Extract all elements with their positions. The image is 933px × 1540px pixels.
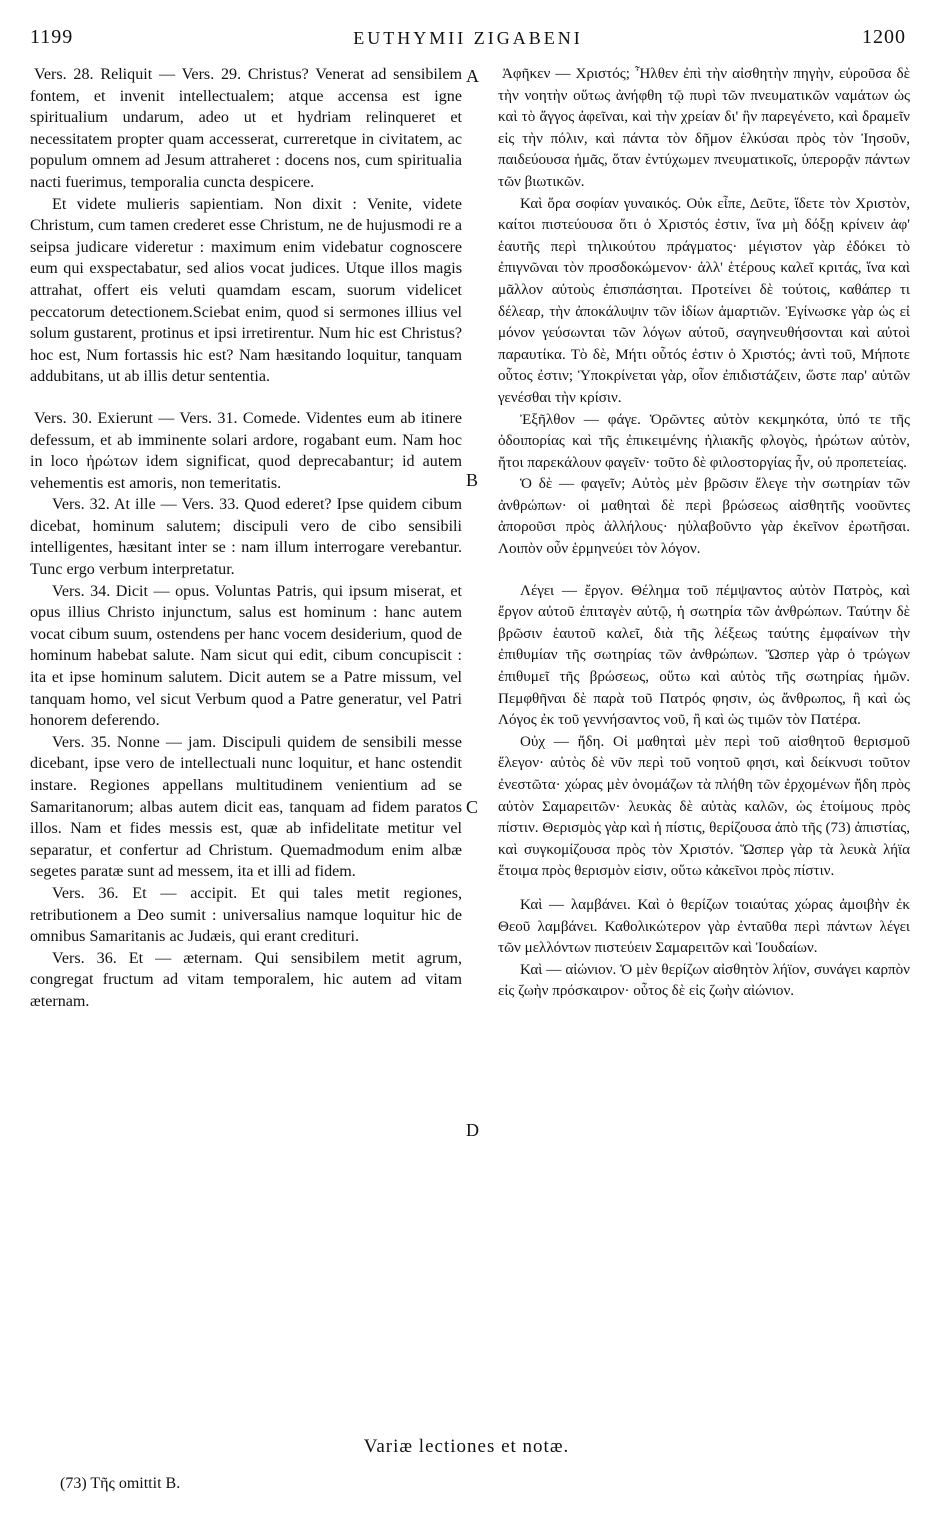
page-number-right: 1200 [862, 26, 906, 48]
page-number-left: 1199 [30, 26, 74, 48]
latin-column [30, 64, 462, 1013]
latin-paragraph: Vers. 34. Dicit — opus. Voluntas Patris, qui ipsum miserat, et opus illius Christo injunctum, salus est hominum : hanc autem vocat cibum suum, ostendens per hanc vocem desiderium, quod de hominum habebat salute. Nam sicut qui edit, cibum concupiscit : ita et ipse hominum salutem. Dicit autem se a Patre missum, vel tanquam homo, vel sicut Verbum quod a Patre generatur, vel Patri honorem deferendo. [30, 582, 462, 730]
greek-paragraph: Λέγει — ἔργον. Θέλημα τοῦ πέμψαντος αὐτὸν Πατρὸς, καὶ ἔργον αὐτοῦ ἐπιταγὲν αὐτῷ, ἡ σωτηρία τῶν ἀνθρώπων. Ταύτην δὲ βρῶσιν ἑαυτοῦ καλεῖ, διὰ τῆς λέξεως ταύτης ἐμφαίνων τὴν ἐπιθυμίαν τῆς σωτηρίας τῶν ἀνθρώπων. Ὥσπερ γὰρ ὁ τρώγων ἐπιθυμεῖ τῆς βρώσεως, οὕτω καὶ αὐτὸς τῆς σωτηρίας ἡμῶν. Πεμφθῆναι δὲ παρὰ τοῦ Πατρός φησιν, ὡς ἄνθρωπος, ἢ καὶ ὡς Λόγος ἐκ τοῦ γεννήσαντος νοῦ, ἢ καὶ ὡς τιμῶν τὸν Πατέρα. [498, 582, 910, 729]
running-title: EUTHYMII ZIGABENI [353, 28, 583, 48]
latin-paragraph: Vers. 28. Reliquit — Vers. 29. Christus? Venerat ad sensibilem fontem, et invenit intellectualem; atque accensa est igne spiritualium undarum, adeo ut et hydriam relinqueret et necessitatem propter quam accesserat, curreretque in civitatem, ac populum omnem ad Jesum attraheret : docens nos, cum spiritualia nacti fuerimus, temporalia cuncta despicere. [30, 66, 462, 191]
footnote: (73) Τῆς omittit B. [60, 1475, 181, 1492]
margin-marker-b: B [466, 470, 479, 490]
latin-paragraph: Vers. 36. Et — accipit. Et qui tales metit regiones, retributionem a Deo sumit : universalius namque loquitur hic de omnibus Samaritanis ac Judæis, qui erant credituri. [30, 884, 462, 946]
latin-paragraph: Et videte mulieris sapientiam. Non dixit : Venite, videte Christum, cum tamen crederet esse Christum, ne de hujusmodi re a seipsa judicare videretur : maximum enim videbatur cognoscere eum qui exspectabatur, sed alios vocat judices. Utque illos magis attrahat, offert eis veluti quamdam escam, suorum videlicet peccatorum detectionem.Sciebat enim, quod si sermones illius vel solum gustarent, protinus et ipsi irretirentur. Num hic est Christus? hoc est, Num fortassis hic est? Nam hæsitando loquitur, tanquam addubitans, ut ab illis detur sententia. [30, 195, 462, 386]
notes-heading: Variæ lectiones et notæ. [363, 1436, 570, 1457]
greek-paragraph: Ἀφῆκεν — Χριστός; Ἦλθεν ἐπὶ τὴν αἰσθητὴν πηγὴν, εὑροῦσα δὲ τὴν νοητὴν οὕτως ἀνήφθη τῷ πυρὶ τῶν πνευματικῶν ναμάτων ὡς καὶ τὸ ἄγγος ἀφεῖναι, καὶ τὴν χρείαν δι' ἣν παρεγένετο, καὶ δραμεῖν εἰς τὴν πόλιν, καὶ πάντα τὸν δῆμον ἑλκύσαι πρὸς τὸν Ἰησοῦν, παιδεύουσα ἡμᾶς, ὅταν ἐντύχωμεν πνευματικοῖς, ὑπερορᾷν πάντων τῶν βιωτικῶν. [498, 66, 910, 190]
running-header [30, 26, 906, 56]
greek-paragraph: Καὶ — αἰώνιον. Ὁ μὲν θερίζων αἰσθητὸν λήϊον, συνάγει καρπὸν εἰς ζωὴν πρόσκαιρον· οὗτος δὲ εἰς ζωὴν αἰώνιον. [498, 961, 910, 1000]
greek-paragraph: Ὁ δὲ — φαγεῖν; Αὐτὸς μὲν βρῶσιν ἔλεγε τὴν σωτηρίαν τῶν ἀνθρώπων· οἱ μαθηταὶ δὲ περὶ βρώσεως αἰσθητῆς νοοῦντες ἀποροῦσι πρὸς ἀλλήλους· ηὐλαβοῦντο γὰρ ἐκεῖνον ἐρωτῆσαι. Λοιπὸν οὖν ἑρμηνεύει τὸν λόγον. [498, 476, 910, 558]
greek-paragraph: Οὐχ — ἤδη. Οἱ μαθηταὶ μὲν περὶ τοῦ αἰσθητοῦ θερισμοῦ ἔλεγον· αὐτὸς δὲ νῦν περὶ τοῦ νοητοῦ φησι, καὶ δείκνυσι τοῦτον ἐνεστῶτα· χώρας μὲν ὀνομάζων τὰ πλήθη τῶν ἐρχομένων ἤδη πρὸς αὐτὸν Σαμαρειτῶν· λευκὰς δὲ αὐτὰς καλῶν, ὡς ἑτοίμους πρὸς πίστιν. Θερισμὸς γὰρ καὶ ἡ πίστις, θερίζουσα ἀπὸ τῆς (73) ἀπιστίας, καὶ συγκομίζουσα πρὸς τὸν Χριστόν. Ὥσπερ γὰρ τὰ λευκὰ λήϊα ἕτοιμα πρὸς θερισμὸν εἰσιν, οὕτω κἀκεῖνοι πρὸς πίστιν. [498, 733, 910, 880]
latin-paragraph: Vers. 32. At ille — Vers. 33. Quod ederet? Ipse quidem cibum dicebat, hominum salutem; discipuli vero de cibo sensibili intelligentes, hæsitant inter se : nam illum interrogare verebantur. Tunc ergo verbum interpretatur. [30, 496, 462, 579]
latin-paragraph: Vers. 36. Et — æternam. Qui sensibilem metit agrum, congregat fructum ad vitam temporalem, hic autem ad vitam æternam. [30, 949, 462, 1010]
latin-paragraph: Vers. 35. Nonne — jam. Discipuli quidem de sensibili messe dicebant, ipse vero de intellectuali nunc loquitur, et hanc ostendit instare. Regiones appellans multitudinem venientium ad se Samaritanorum; albas autem dicit eas, tanquam ad fidem paratos illos. Nam et fides messis est, quæ ab infidelitate metitur vel separatur, et confertur ad Christum. Quemadmodum enim albæ segetes paratæ sunt ad messem, ita et illi ad fidem. [30, 733, 462, 881]
greek-column [498, 64, 910, 1003]
greek-paragraph: Καὶ ὅρα σοφίαν γυναικός. Οὐκ εἶπε, Δεῦτε, ἴδετε τὸν Χριστὸν, καίτοι πιστεύουσα ὅτι ὁ Χριστός ἐστιν, ἵνα μὴ δόξῃ κρίνειν ἀφ' ἑαυτῆς περὶ τηλικούτου πράγματος· μέγιστον γὰρ ἐδόκει τὸ ἐπιγνῶναι τὸν προσδοκώμενον· ἀλλ' ἑτέρους καλεῖ κριτάς, ἵνα καὶ μᾶλλον αὐτοὺς ἐπισπάσηται. Προτείνει δὲ τούτοις, καθάπερ τι δέλεαρ, τὴν ἀποκάλυψιν τῶν ἰδίων ἁμαρτιῶν. Ἐγίνωσκε γὰρ ὡς εἰ μόνον γεύσωνται τῶν λόγων αὐτοῦ, σαγηνευθήσονται καὶ αὐτοὶ παραυτίκα. Τὸ δὲ, Μήτι οὗτός ἐστιν ὁ Χριστός; ἀντὶ τοῦ, Μήποτε οὗτος ἐστιν; Ὑποκρίνεται γὰρ, οἷον ἐπιδιστάζειν, ὥστε παρ' αὐτῶν γενέσθαι τὴν κρίσιν. [498, 195, 910, 406]
margin-marker-a: A [466, 66, 479, 86]
margin-marker-d: D [466, 1120, 479, 1140]
margin-marker-c: C [466, 797, 479, 817]
greek-paragraph: Καὶ — λαμβάνει. Καὶ ὁ θερίζων τοιαύτας χώρας ἀμοιβὴν ἐκ Θεοῦ λαμβάνει. Καθολικώτερον γὰρ ἐνταῦθα περὶ πάντων λέγει τῶν μελλόντων πιστεύειν Σαμαρειτῶν καὶ Ἰουδαίων. [498, 896, 910, 957]
greek-paragraph: Ἐξῆλθον — φάγε. Ὁρῶντες αὐτὸν κεκμηκότα, ὑπό τε τῆς ὁδοιπορίας καὶ τῆς ἐπικειμένης ἡλιακῆς φλογὸς, ἠρώτων αὐτὸν, ἤτοι παρεκάλουν φαγεῖν· τοῦτο δὲ φιλοστοργίας ἦν, οὐ προπετείας. [498, 411, 910, 471]
latin-paragraph: Vers. 30. Exierunt — Vers. 31. Comede. Videntes eum ab itinere defessum, et ab imminente solari ardore, rogabant eum. Nam hoc in loco ἠρώτων idem significat, quod deprecabantur; id autem vehementis est amoris, non temeritatis. [30, 409, 462, 492]
